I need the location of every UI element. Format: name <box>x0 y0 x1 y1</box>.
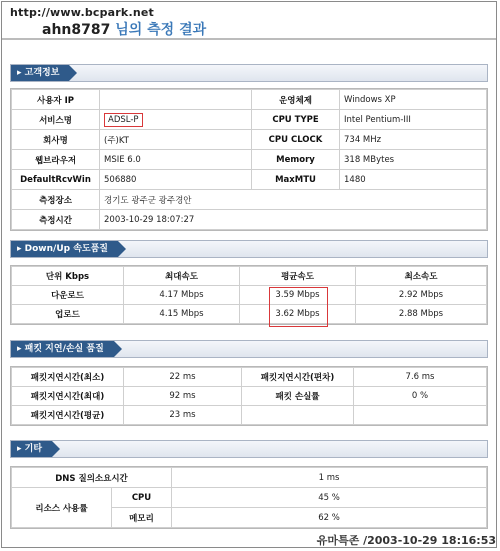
value-delay-min: 22 ms <box>124 368 242 387</box>
footer-timestamp: 유마특존 /2003-10-29 18:16:53 <box>316 534 496 547</box>
section-title-packet: ▸ 패킷 지연/손실 품질 <box>11 341 114 357</box>
section-header-speed <box>10 240 488 258</box>
table-row <box>12 170 487 190</box>
section-title-etc: ▸ 기타 <box>11 441 52 457</box>
table-row <box>12 150 487 170</box>
value-rcvwin: 506880 <box>100 170 252 190</box>
table-row <box>12 190 487 210</box>
table-header-row <box>12 267 487 286</box>
table-row <box>12 110 487 130</box>
row-label-download: 다운로드 <box>12 286 124 305</box>
label-resource: 리소스 사용률 <box>12 488 112 528</box>
table-row <box>12 468 487 488</box>
label-time: 측정시간 <box>12 210 100 230</box>
value-cpu-type: Intel Pentium-III <box>340 110 487 130</box>
label-os: 운영체제 <box>252 90 340 110</box>
upload-avg: 3.62 Mbps <box>240 305 356 324</box>
table-row <box>12 488 487 508</box>
title-suffix: 님의 측정 결과 <box>115 22 207 38</box>
upload-min: 2.88 Mbps <box>356 305 487 324</box>
etc-table <box>10 466 488 529</box>
page-header <box>2 2 496 40</box>
label-cpu-type: CPU TYPE <box>252 110 340 130</box>
label-cpu: CPU <box>112 488 172 508</box>
value-service: ADSL-P <box>104 113 143 127</box>
label-company: 회사명 <box>12 130 100 150</box>
table-row <box>12 90 487 110</box>
header-min: 최소속도 <box>356 267 487 286</box>
value-company: (주)KT <box>100 130 252 150</box>
empty-cell <box>354 406 487 425</box>
download-max: 4.17 Mbps <box>124 286 240 305</box>
value-dns: 1 ms <box>172 468 487 488</box>
speed-table <box>10 265 488 325</box>
empty-cell <box>242 406 354 425</box>
value-memory: 318 MBytes <box>340 150 487 170</box>
value-delay-dev: 7.6 ms <box>354 368 487 387</box>
header-max: 최대속도 <box>124 267 240 286</box>
table-row <box>12 305 487 324</box>
value-browser: MSIE 6.0 <box>100 150 252 170</box>
page-title <box>42 19 206 39</box>
value-os: Windows XP <box>340 90 487 110</box>
label-rcvwin: DefaultRcvWin <box>12 170 100 190</box>
value-loss: 0 % <box>354 387 487 406</box>
download-min: 2.92 Mbps <box>356 286 487 305</box>
table-row <box>12 130 487 150</box>
value-delay-avg: 23 ms <box>124 406 242 425</box>
value-cpu: 45 % <box>172 488 487 508</box>
table-row <box>12 368 487 387</box>
label-loss: 패킷 손실률 <box>242 387 354 406</box>
header-avg: 평균속도 <box>240 267 356 286</box>
avg-speed-highlight <box>269 287 328 327</box>
label-dns: DNS 질의소요시간 <box>12 468 172 488</box>
label-maxmtu: MaxMTU <box>252 170 340 190</box>
value-user-ip <box>100 90 252 110</box>
label-delay-avg: 패킷지연시간(평균) <box>12 406 124 425</box>
table-row <box>12 210 487 230</box>
label-user-ip: 사용자 IP <box>12 90 100 110</box>
header-unit: 단위 Kbps <box>12 267 124 286</box>
label-delay-max: 패킷지연시간(최대) <box>12 387 124 406</box>
username: ahn8787 <box>42 22 111 38</box>
label-browser: 웹브라우저 <box>12 150 100 170</box>
table-row <box>12 286 487 305</box>
label-location: 측정장소 <box>12 190 100 210</box>
value-maxmtu: 1480 <box>340 170 487 190</box>
customer-info-table <box>10 88 488 231</box>
label-service: 서비스명 <box>12 110 100 130</box>
section-title-speed: ▸ Down/Up 속도품질 <box>11 241 118 257</box>
value-delay-max: 92 ms <box>124 387 242 406</box>
label-memory: Memory <box>252 150 340 170</box>
section-header-packet <box>10 340 488 358</box>
label-cpu-clock: CPU CLOCK <box>252 130 340 150</box>
label-delay-min: 패킷지연시간(최소) <box>12 368 124 387</box>
value-location: 경기도 광주군 광주경안 <box>100 190 487 210</box>
value-time: 2003-10-29 18:07:27 <box>100 210 487 230</box>
section-header-customer <box>10 64 488 82</box>
value-cpu-clock: 734 MHz <box>340 130 487 150</box>
label-delay-dev: 패킷지연시간(편차) <box>242 368 354 387</box>
row-label-upload: 업로드 <box>12 305 124 324</box>
packet-table <box>10 366 488 426</box>
section-title-customer: ▸ 고객정보 <box>11 65 69 81</box>
watermark-url: http://www.bcpark.net <box>10 6 154 19</box>
download-avg: 3.59 Mbps <box>240 286 356 305</box>
section-header-etc <box>10 440 488 458</box>
upload-max: 4.15 Mbps <box>124 305 240 324</box>
label-mem: 메모리 <box>112 508 172 528</box>
table-row <box>12 406 487 425</box>
table-row <box>12 387 487 406</box>
value-mem: 62 % <box>172 508 487 528</box>
